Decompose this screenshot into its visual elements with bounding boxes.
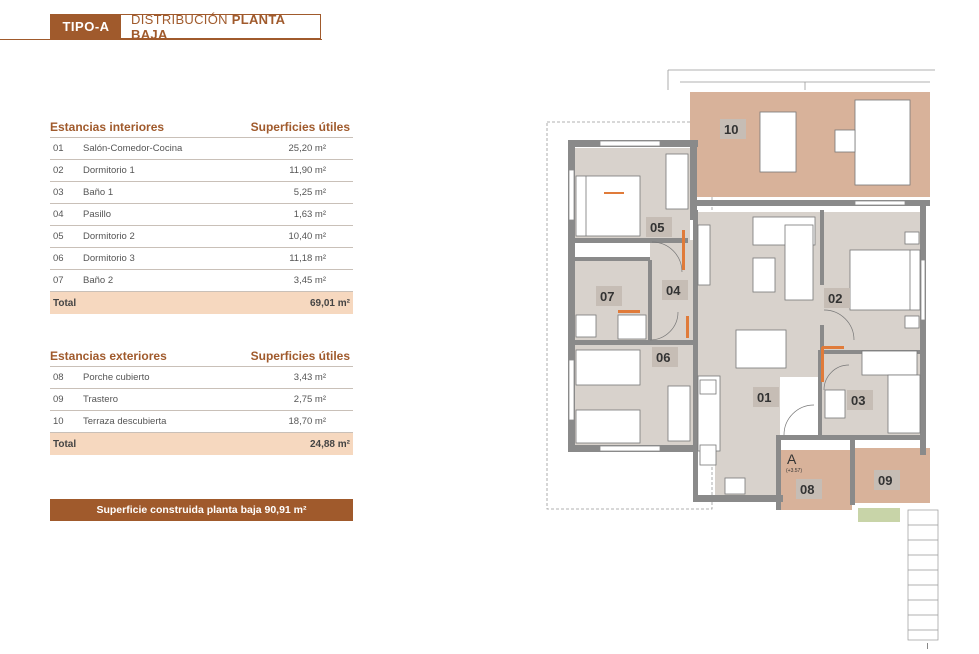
- interior-table: [50, 118, 353, 314]
- table-row: [50, 138, 353, 160]
- room-area: 2,75 m²: [293, 394, 326, 405]
- exterior-heading-value: Superficies útiles: [250, 349, 350, 363]
- room-area: 18,70 m²: [288, 416, 326, 427]
- room-label-08: 08: [800, 482, 815, 497]
- room-area: 11,90 m²: [289, 165, 326, 176]
- room-name: Porche cubierto: [83, 372, 150, 383]
- room-label-05: 05: [650, 220, 665, 235]
- exterior-total-row: [50, 433, 353, 455]
- table-row: [50, 160, 353, 182]
- row-number: 09: [53, 394, 64, 405]
- row-number: 04: [53, 209, 64, 220]
- table-row: [50, 204, 353, 226]
- table-row: [50, 367, 353, 389]
- room-area: 25,20 m²: [288, 143, 326, 154]
- room-label-10: 10: [724, 122, 739, 137]
- total-label: Total: [53, 297, 77, 309]
- room-name: Baño 2: [83, 275, 114, 286]
- exterior-steps: [908, 510, 938, 640]
- header-title: [121, 12, 320, 42]
- room-name: Dormitorio 3: [83, 253, 135, 264]
- header: [50, 11, 321, 42]
- room-name: Dormitorio 1: [83, 165, 135, 176]
- room-area: 10,40 m²: [288, 231, 326, 242]
- room-label-04: 04: [666, 283, 681, 298]
- interior-total-row: [50, 292, 353, 314]
- room-area: 11,18 m²: [289, 253, 326, 264]
- room-name: Salón-Comedor-Cocina: [83, 143, 183, 154]
- room-area: 3,43 m²: [293, 372, 326, 383]
- room-name: Trastero: [83, 394, 119, 405]
- table-row: [50, 248, 353, 270]
- header-title-light: DISTRIBUCIÓN: [131, 11, 228, 27]
- header-title-bold: PLANTA BAJA: [131, 11, 285, 42]
- total-value: 69,01 m²: [309, 297, 350, 309]
- room-label-02: 02: [828, 291, 843, 306]
- row-number: 10: [53, 416, 64, 427]
- built-area-banner: Superficie construida planta baja 90,91 m²: [50, 499, 353, 521]
- planter: [858, 508, 900, 522]
- row-number: 08: [53, 372, 64, 383]
- table-row: [50, 182, 353, 204]
- row-number: 06: [53, 253, 64, 264]
- room-label-01: 01: [757, 390, 772, 405]
- type-tag: TIPO-A: [51, 15, 121, 38]
- row-number: 01: [53, 143, 64, 154]
- row-number: 07: [53, 275, 64, 286]
- room-name: Baño 1: [83, 187, 114, 198]
- table-row: [50, 270, 353, 292]
- room-label-09: 09: [878, 473, 893, 488]
- interior-rows: [50, 138, 353, 292]
- interior-heading-value: Superficies útiles: [250, 120, 350, 134]
- table-row: [50, 411, 353, 433]
- exterior-table-header: [50, 347, 353, 367]
- total-value: 24,88 m²: [309, 438, 350, 450]
- total-label: Total: [53, 438, 77, 450]
- interior-heading: Estancias interiores: [50, 120, 165, 134]
- section-level: (+3.57): [786, 468, 802, 474]
- exterior-table: [50, 347, 353, 455]
- room-area: 5,25 m²: [293, 187, 326, 198]
- room-label-07: 07: [600, 289, 615, 304]
- section-letter: A: [787, 451, 797, 467]
- row-number: 02: [53, 165, 64, 176]
- table-row: [50, 226, 353, 248]
- row-number: 03: [53, 187, 64, 198]
- room-name: Dormitorio 2: [83, 231, 135, 242]
- room-area: 3,45 m²: [293, 275, 326, 286]
- interior-table-header: [50, 118, 353, 138]
- room-name: Pasillo: [83, 209, 111, 220]
- page-mark: [927, 643, 928, 649]
- room-label-06: 06: [656, 350, 671, 365]
- exterior-heading: Estancias exteriores: [50, 349, 167, 363]
- table-row: [50, 389, 353, 411]
- row-number: 05: [53, 231, 64, 242]
- room-area: 1,63 m²: [293, 209, 326, 220]
- floor-plan: [540, 60, 940, 645]
- room-label-03: 03: [851, 393, 866, 408]
- room-name: Terraza descubierta: [83, 416, 167, 427]
